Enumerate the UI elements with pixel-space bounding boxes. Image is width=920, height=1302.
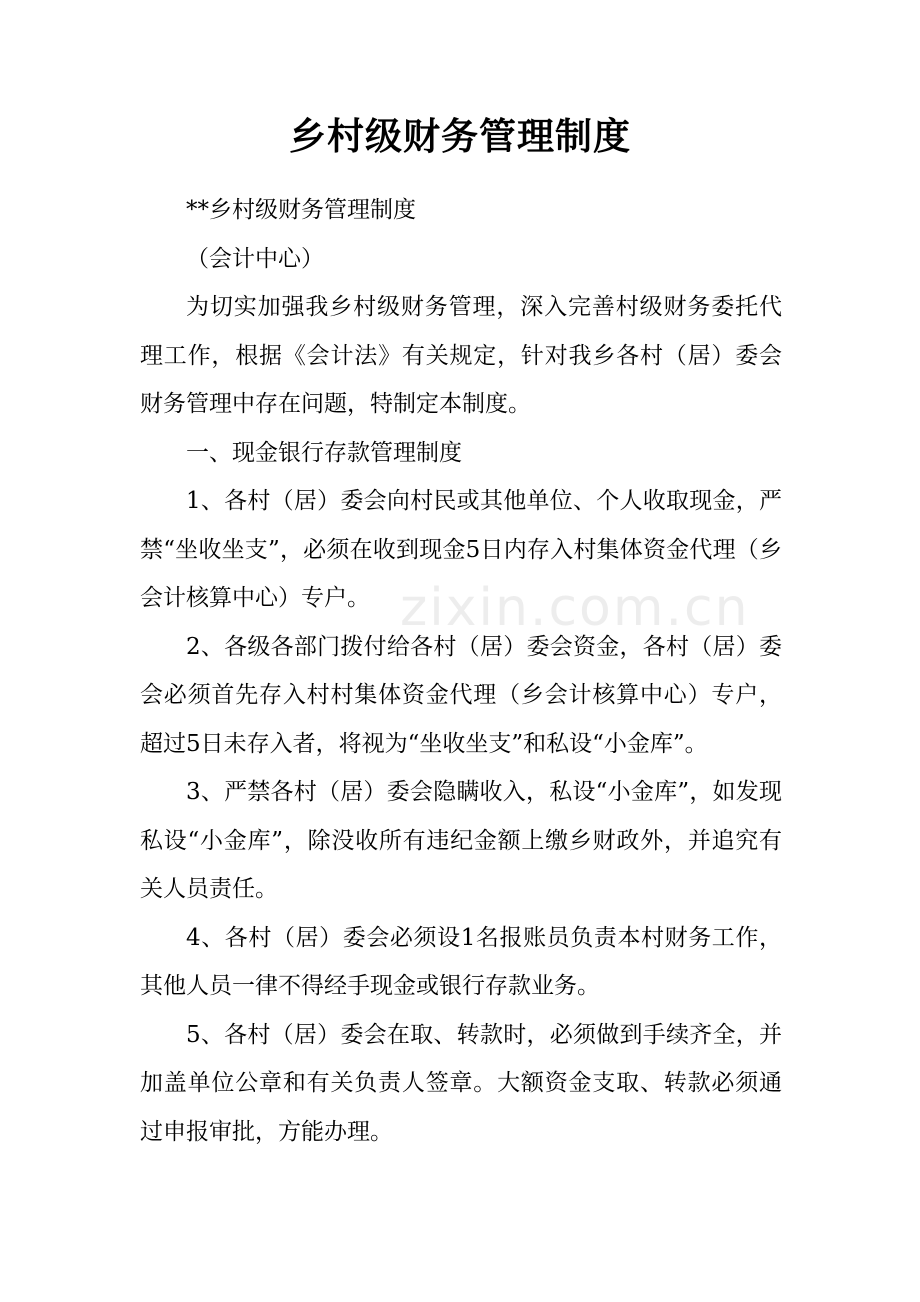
paragraph-item-3: 3、严禁各村（居）委会隐瞒收入，私设“小金库”，如发现私设“小金库”，除没收所有违纪金额上缴乡财政外，并追究有关人员责任。 xyxy=(140,779,782,902)
paragraph-intro: 为切实加强我乡村级财务管理，深入完善村级财务委托代理工作，根据《会计法》有关规定，针对我乡各村（居）委会财务管理中存在问题，特制定本制度。 xyxy=(140,294,782,417)
department-label: （会计中心） xyxy=(186,245,324,272)
paragraph-item-5: 5、各村（居）委会在取、转款时，必须做到手续齐全，并加盖单位公章和有关负责人签章。大额资金支取、转款必须通过申报审批，方能办理。 xyxy=(140,1021,782,1145)
paragraph-item-2: 2、各级各部门拨付给各村（居）委会资金，各村（居）委会必须首先存入村村集体资金代理（乡会计核算中心）专户，超过5日未存入者，将视为“坐收坐支”和私设“小金库”。 xyxy=(140,633,782,757)
watermark-text: zixin.com.cn xyxy=(400,578,750,638)
document-subtitle: **乡村级财务管理制度 xyxy=(186,197,416,223)
document-body xyxy=(140,186,782,1156)
paragraph-item-4: 4、各村（居）委会必须设1名报账员负责本村财务工作，其他人员一律不得经手现金或银行存款业务。 xyxy=(140,924,782,999)
section-heading: 一、现金银行存款管理制度 xyxy=(186,439,462,466)
paragraph-item-1: 1、各村（居）委会向村民或其他单位、个人收取现金，严禁“坐收坐支”，必须在收到现金5日内存入村集体资金代理（乡会计核算中心）专户。 xyxy=(140,488,782,611)
document-title: 乡村级财务管理制度 xyxy=(289,115,631,158)
